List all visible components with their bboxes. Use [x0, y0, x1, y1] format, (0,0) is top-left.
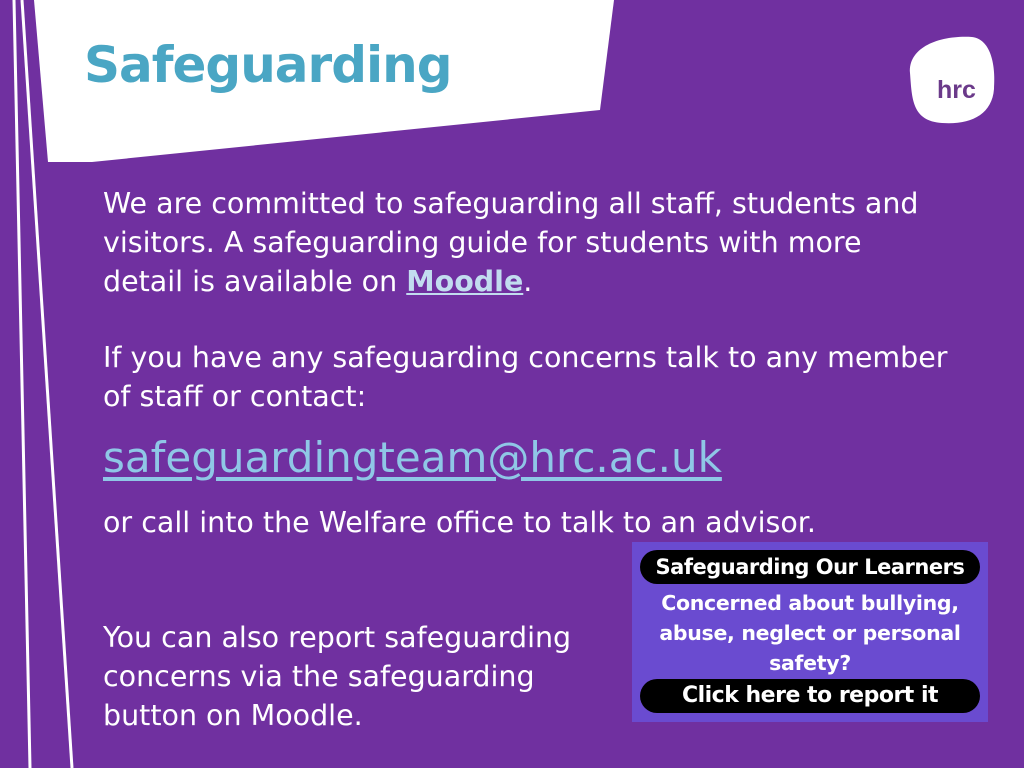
- intro-line-2: visitors. A safeguarding guide for students with more: [103, 226, 862, 259]
- intro-line-1: We are committed to safeguarding all staff, students and: [103, 187, 919, 220]
- welfare-office-text: or call into the Welfare office to talk to an advisor.: [103, 506, 816, 539]
- intro-line-3-end: .: [523, 265, 533, 298]
- concerns-paragraph: [103, 338, 948, 416]
- concerns-line-1: If you have any safeguarding concerns talk to any member: [103, 341, 948, 374]
- report-paragraph: [103, 618, 571, 735]
- report-safeguarding-button[interactable]: [632, 542, 988, 722]
- report-message-line-2: abuse, neglect or personal: [659, 621, 961, 645]
- report-line-3: button on Moodle.: [103, 699, 363, 732]
- report-message-line-3: safety?: [769, 651, 851, 675]
- intro-paragraph: [103, 184, 919, 301]
- report-line-2: concerns via the safeguarding: [103, 660, 535, 693]
- logo-text: hrc: [937, 76, 976, 104]
- safeguarding-email-link[interactable]: safeguardingteam@hrc.ac.uk: [103, 433, 722, 482]
- report-button-action[interactable]: Click here to report it: [640, 679, 980, 713]
- page-title: Safeguarding: [84, 36, 452, 94]
- concerns-line-2: of staff or contact:: [103, 380, 367, 413]
- report-button-message: [632, 588, 988, 678]
- report-button-heading: Safeguarding Our Learners: [640, 550, 980, 584]
- intro-line-3: [103, 262, 919, 301]
- report-message-line-1: Concerned about bullying,: [661, 591, 959, 615]
- moodle-link[interactable]: Moodle: [406, 265, 524, 298]
- intro-line-3-text: detail is available on: [103, 265, 407, 298]
- report-line-1: You can also report safeguarding: [103, 621, 572, 654]
